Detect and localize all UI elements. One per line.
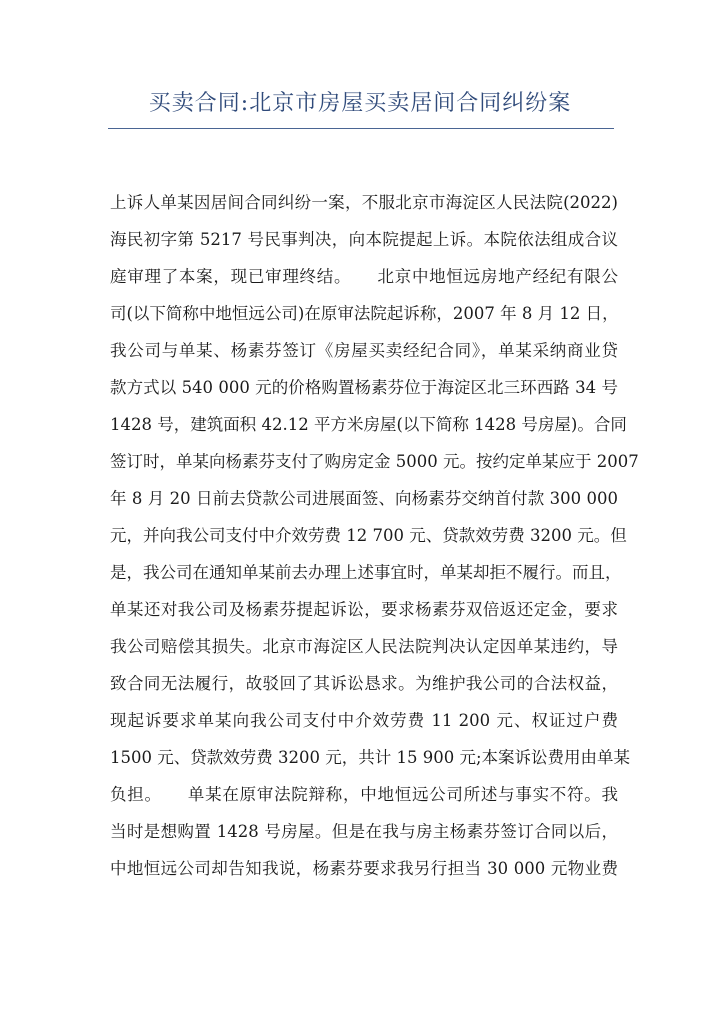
body-line: 上诉人单某因居间合同纠纷一案，不服北京市海淀区人民法院(2022) (110, 193, 618, 212)
body-line: 负担。 单某在原审法院辩称，中地恒远公司所述与事实不符。我 (110, 785, 618, 804)
body-line: 司(以下简称中地恒远公司)在原审法院起诉称，2007 年 8 月 12 日， (110, 304, 619, 323)
body-line: 我公司与单某、杨素芬签订《房屋买卖经纪合同》，单某采纳商业贷 (110, 341, 618, 360)
body-line: 海民初字第 5217 号民事判决，向本院提起上诉。本院依法组成合议 (110, 230, 618, 249)
body-line: 1500 元、贷款效劳费 3200 元，共计 15 900 元;本案诉讼费用由单某 (110, 748, 630, 767)
body-line: 1428 号，建筑面积 42.12 平方米房屋(以下简称 1428 号房屋)。合同 (110, 415, 627, 434)
body-line: 签订时，单某向杨素芬支付了购房定金 5000 元。按约定单某应于 2007 (110, 452, 639, 471)
body-line: 款方式以 540 000 元的价格购置杨素芬位于海淀区北三环西路 34 号 (110, 378, 618, 397)
body-line: 当时是想购置 1428 号房屋。但是在我与房主杨素芬签订合同以后， (110, 822, 618, 841)
body-line: 单某还对我公司及杨素芬提起诉讼，要求杨素芬双倍返还定金，要求 (110, 600, 618, 619)
document-body (110, 184, 639, 887)
title-divider (108, 128, 614, 129)
body-line: 中地恒远公司却告知我说，杨素芬要求我另行担当 30 000 元物业费 (110, 859, 618, 878)
body-line: 我公司赔偿其损失。北京市海淀区人民法院判决认定因单某违约，导 (110, 637, 618, 656)
body-line: 庭审理了本案，现已审理终结。 北京中地恒远房地产经纪有限公 (110, 267, 618, 286)
body-line: 是，我公司在通知单某前去办理上述事宜时，单某却拒不履行。而且， (110, 563, 622, 582)
body-line: 元，并向我公司支付中介效劳费 12 700 元、贷款效劳费 3200 元。但 (110, 526, 627, 545)
body-line: 现起诉要求单某向我公司支付中介效劳费 11 200 元、权证过户费 (110, 711, 618, 730)
body-line: 致合同无法履行，故驳回了其诉讼恳求。为维护我公司的合法权益， (110, 674, 618, 693)
document-title: 买卖合同:北京市房屋买卖居间合同纠纷案 (148, 91, 572, 116)
body-line: 年 8 月 20 日前去贷款公司进展面签、向杨素芬交纳首付款 300 000 (110, 489, 618, 508)
